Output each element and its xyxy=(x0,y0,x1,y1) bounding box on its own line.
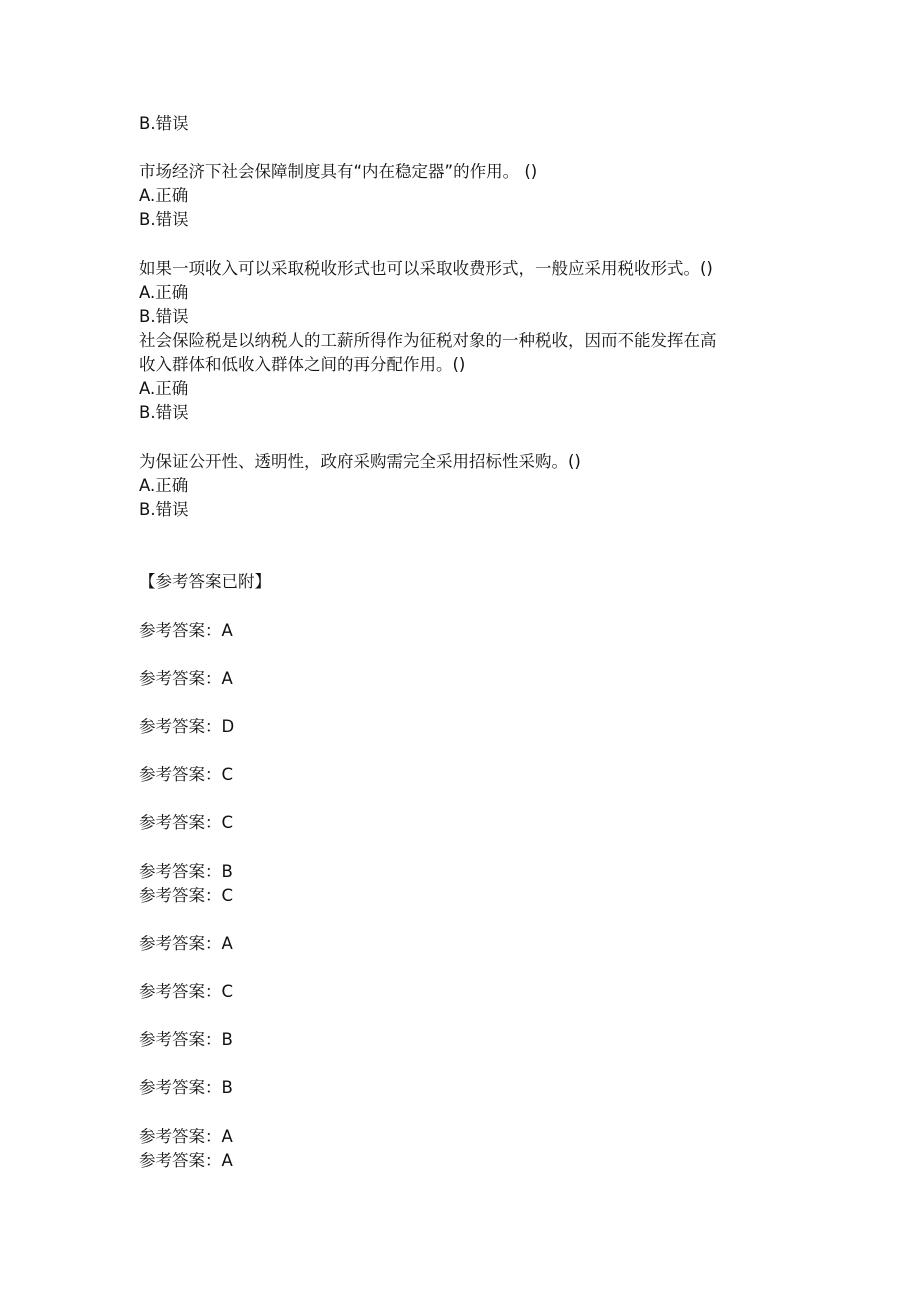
question-1-stem: 市场经济下社会保障制度具有“内在稳定器”的作用。 () xyxy=(139,162,538,181)
answer-4: 参考答案：C xyxy=(139,765,234,784)
answer-8: 参考答案：A xyxy=(139,934,233,953)
question-2-option-a: A.正确 xyxy=(139,283,189,302)
question-4-option-b: B.错误 xyxy=(139,500,189,519)
answer-7: 参考答案：C xyxy=(139,886,234,905)
answer-3: 参考答案：D xyxy=(139,717,235,736)
question-3-option-a: A.正确 xyxy=(139,379,189,398)
question-2-option-b: B.错误 xyxy=(139,307,189,326)
question-3-stem-line-1: 社会保险税是以纳税人的工薪所得作为征税对象的一种税收，因而不能发挥在高 xyxy=(139,331,717,350)
question-4-option-a: A.正确 xyxy=(139,476,189,495)
question-1-option-a: A.正确 xyxy=(139,186,189,205)
answer-2: 参考答案：A xyxy=(139,669,233,688)
answers-heading: 【参考答案已附】 xyxy=(139,572,271,591)
question-4-stem: 为保证公开性、透明性，政府采购需完全采用招标性采购。() xyxy=(139,452,581,471)
answer-5: 参考答案：C xyxy=(139,813,234,832)
question-2-stem: 如果一项收入可以采取税收形式也可以采取收费形式，一般应采用税收形式。() xyxy=(139,259,713,278)
answer-6: 参考答案：B xyxy=(139,862,233,881)
answer-12: 参考答案：A xyxy=(139,1127,233,1146)
question-3-option-b: B.错误 xyxy=(139,403,189,422)
prev-question-option-b: B.错误 xyxy=(139,114,189,133)
answer-1: 参考答案：A xyxy=(139,621,233,640)
question-1-option-b: B.错误 xyxy=(139,210,189,229)
answer-13: 参考答案：A xyxy=(139,1151,233,1170)
answer-11: 参考答案：B xyxy=(139,1078,233,1097)
question-3-stem-line-2: 收入群体和低收入群体之间的再分配作用。() xyxy=(139,355,466,374)
answer-9: 参考答案：C xyxy=(139,982,234,1001)
answer-10: 参考答案：B xyxy=(139,1030,233,1049)
